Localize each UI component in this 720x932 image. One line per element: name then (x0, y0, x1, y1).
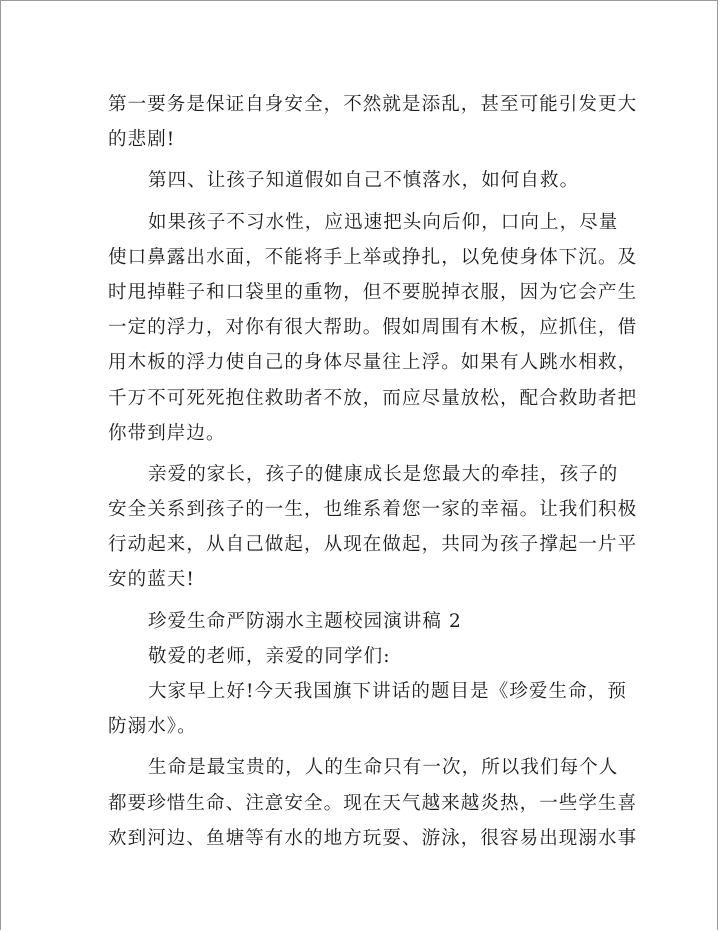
text-line: 的悲剧! (108, 129, 176, 151)
text-line: 千万不可死死抱住救助者不放，而应尽量放松，配合救助者把 (108, 387, 638, 409)
paragraph-safety-first (108, 87, 638, 157)
text-line: 一定的浮力，对你有很大帮助。假如周围有木板，应抓住，借 (108, 317, 638, 339)
text-line: 第一要务是保证自身安全，不然就是添乱，甚至可能引发更大 (108, 94, 638, 115)
paragraph-self-rescue (108, 205, 638, 451)
section-heading: 第四、让孩子知道假如自己不慎落水，如何自救。 (148, 170, 580, 192)
paragraph-life-precious (108, 750, 638, 856)
paragraph-intro (108, 674, 627, 744)
text-line: 大家早上好!今天我国旗下讲话的题目是《珍爱生命，预 (148, 681, 627, 702)
text-line: 使口鼻露出水面，不能将手上举或挣扎，以免使身体下沉。及 (108, 246, 638, 268)
speech-title: 珍爱生命严防溺水主题校园演讲稿 2 (148, 610, 462, 632)
text-line: 行动起来，从自己做起，从现在做起，共同为孩子撑起一片平 (108, 534, 638, 556)
text-line: 亲爱的家长，孩子的健康成长是您最大的牵挂，孩子的 (148, 463, 619, 485)
paragraph-parents (108, 457, 638, 598)
document-body (108, 87, 638, 856)
paragraph-point-four (108, 163, 618, 198)
text-line: 防溺水》。 (108, 716, 197, 738)
text-line: 时甩掉鞋子和口袋里的重物，但不要脱掉衣服，因为它会产生 (108, 281, 638, 303)
paragraph-speech-title (108, 604, 618, 639)
text-line: 安的蓝天! (108, 569, 195, 591)
text-line: 都要珍惜生命、注意安全。现在天气越来越炎热，一些学生喜 (108, 792, 638, 814)
text-line: 安全关系到孩子的一生，也维系着您一家的幸福。让我们积极 (108, 499, 638, 521)
paragraph-greeting (108, 639, 618, 674)
greeting: 敬爱的老师，亲爱的同学们: (148, 645, 391, 667)
text-line: 你带到岸边。 (108, 422, 226, 444)
text-line: 生命是最宝贵的，人的生命只有一次，所以我们每个人 (148, 757, 619, 779)
text-line: 欢到河边、鱼塘等有水的地方玩耍、游泳，很容易出现溺水事 (108, 827, 638, 849)
text-line: 如果孩子不习水性，应迅速把头向后仰，口向上，尽量 (148, 211, 619, 233)
text-line: 用木板的浮力使自己的身体尽量往上浮。如果有人跳水相救， (108, 352, 638, 374)
